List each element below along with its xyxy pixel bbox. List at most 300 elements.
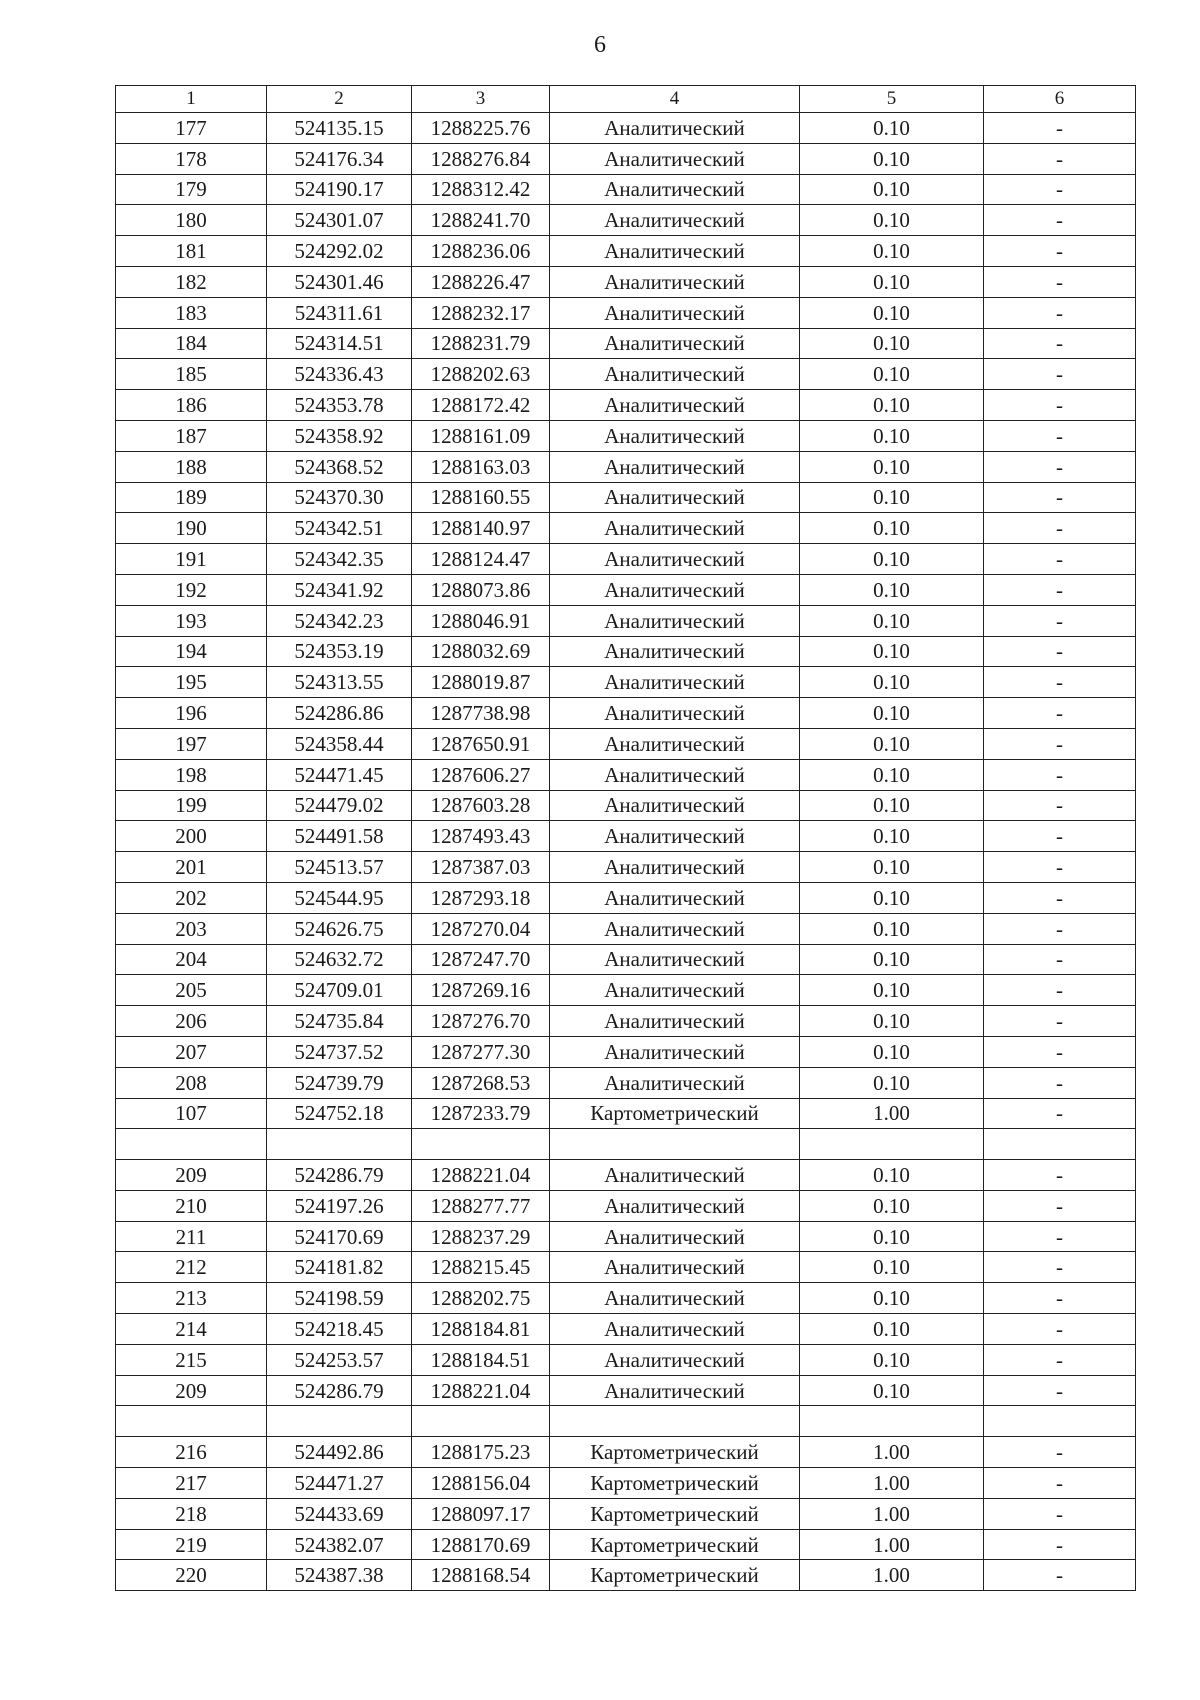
accuracy-cell: 0.10	[800, 328, 984, 359]
accuracy-cell: 0.10	[800, 544, 984, 575]
accuracy-cell: 0.10	[800, 451, 984, 482]
point-number-cell	[116, 1406, 267, 1437]
y-coordinate-cell: 1288170.69	[412, 1529, 550, 1560]
y-coordinate-cell: 1287233.79	[412, 1098, 550, 1129]
table-row	[116, 728, 1136, 759]
y-coordinate-cell: 1287493.43	[412, 821, 550, 852]
method-cell: Аналитический	[550, 513, 800, 544]
note-cell: -	[984, 975, 1136, 1006]
column-header: 6	[984, 86, 1136, 113]
x-coordinate-cell: 524735.84	[267, 1006, 412, 1037]
note-cell: -	[984, 667, 1136, 698]
y-coordinate-cell: 1287603.28	[412, 790, 550, 821]
note-cell: -	[984, 1314, 1136, 1345]
point-number-cell: 181	[116, 236, 267, 267]
point-number-cell: 183	[116, 297, 267, 328]
y-coordinate-cell: 1288160.55	[412, 482, 550, 513]
accuracy-cell: 0.10	[800, 728, 984, 759]
method-cell: Аналитический	[550, 390, 800, 421]
x-coordinate-cell: 524471.45	[267, 759, 412, 790]
point-number-cell: 213	[116, 1283, 267, 1314]
accuracy-cell: 1.00	[800, 1498, 984, 1529]
method-cell: Аналитический	[550, 728, 800, 759]
note-cell: -	[984, 451, 1136, 482]
point-number-cell: 210	[116, 1190, 267, 1221]
accuracy-cell: 0.10	[800, 1221, 984, 1252]
point-number-cell: 209	[116, 1160, 267, 1191]
y-coordinate-cell: 1287247.70	[412, 944, 550, 975]
table-row	[116, 1437, 1136, 1468]
accuracy-cell: 0.10	[800, 759, 984, 790]
x-coordinate-cell: 524387.38	[267, 1560, 412, 1591]
note-cell: -	[984, 1036, 1136, 1067]
method-cell: Аналитический	[550, 205, 800, 236]
y-coordinate-cell: 1288226.47	[412, 266, 550, 297]
accuracy-cell: 0.10	[800, 636, 984, 667]
table-row	[116, 236, 1136, 267]
x-coordinate-cell: 524253.57	[267, 1344, 412, 1375]
method-cell: Аналитический	[550, 759, 800, 790]
method-cell	[550, 1406, 800, 1437]
x-coordinate-cell: 524368.52	[267, 451, 412, 482]
y-coordinate-cell: 1287270.04	[412, 913, 550, 944]
table-row	[116, 821, 1136, 852]
method-cell: Аналитический	[550, 698, 800, 729]
x-coordinate-cell: 524737.52	[267, 1036, 412, 1067]
point-number-cell: 204	[116, 944, 267, 975]
note-cell: -	[984, 482, 1136, 513]
note-cell: -	[984, 759, 1136, 790]
method-cell: Аналитический	[550, 544, 800, 575]
accuracy-cell: 0.10	[800, 1344, 984, 1375]
accuracy-cell: 0.10	[800, 1314, 984, 1345]
method-cell: Картометрический	[550, 1529, 800, 1560]
x-coordinate-cell: 524341.92	[267, 574, 412, 605]
note-cell: -	[984, 1529, 1136, 1560]
method-cell: Аналитический	[550, 944, 800, 975]
point-number-cell: 185	[116, 359, 267, 390]
x-coordinate-cell: 524311.61	[267, 297, 412, 328]
method-cell: Аналитический	[550, 451, 800, 482]
table-row	[116, 205, 1136, 236]
note-cell: -	[984, 236, 1136, 267]
table-row	[116, 698, 1136, 729]
accuracy-cell: 0.10	[800, 574, 984, 605]
method-cell: Аналитический	[550, 605, 800, 636]
x-coordinate-cell	[267, 1406, 412, 1437]
note-cell: -	[984, 1560, 1136, 1591]
accuracy-cell: 1.00	[800, 1560, 984, 1591]
x-coordinate-cell: 524218.45	[267, 1314, 412, 1345]
y-coordinate-cell: 1287387.03	[412, 852, 550, 883]
note-cell: -	[984, 205, 1136, 236]
accuracy-cell: 1.00	[800, 1468, 984, 1499]
note-cell: -	[984, 1190, 1136, 1221]
accuracy-cell: 0.10	[800, 821, 984, 852]
table-row	[116, 913, 1136, 944]
note-cell: -	[984, 728, 1136, 759]
x-coordinate-cell: 524314.51	[267, 328, 412, 359]
accuracy-cell: 0.10	[800, 113, 984, 144]
accuracy-cell: 1.00	[800, 1529, 984, 1560]
table-row	[116, 1375, 1136, 1406]
accuracy-cell: 0.10	[800, 1252, 984, 1283]
page-number: 6	[594, 32, 606, 58]
note-cell: -	[984, 1468, 1136, 1499]
table-separator-row	[116, 1129, 1136, 1160]
point-number-cell: 206	[116, 1006, 267, 1037]
table-row	[116, 1067, 1136, 1098]
method-cell: Аналитический	[550, 297, 800, 328]
point-number-cell: 180	[116, 205, 267, 236]
method-cell: Аналитический	[550, 113, 800, 144]
method-cell: Картометрический	[550, 1098, 800, 1129]
method-cell: Аналитический	[550, 574, 800, 605]
y-coordinate-cell: 1288184.51	[412, 1344, 550, 1375]
table-row	[116, 1098, 1136, 1129]
x-coordinate-cell: 524626.75	[267, 913, 412, 944]
y-coordinate-cell: 1288032.69	[412, 636, 550, 667]
accuracy-cell: 0.10	[800, 143, 984, 174]
note-cell: -	[984, 1006, 1136, 1037]
note-cell: -	[984, 297, 1136, 328]
table-row	[116, 328, 1136, 359]
note-cell	[984, 1129, 1136, 1160]
x-coordinate-cell: 524181.82	[267, 1252, 412, 1283]
accuracy-cell: 0.10	[800, 297, 984, 328]
x-coordinate-cell	[267, 1129, 412, 1160]
accuracy-cell: 0.10	[800, 1067, 984, 1098]
point-number-cell: 199	[116, 790, 267, 821]
x-coordinate-cell: 524513.57	[267, 852, 412, 883]
accuracy-cell: 0.10	[800, 1160, 984, 1191]
method-cell: Аналитический	[550, 1314, 800, 1345]
y-coordinate-cell: 1287268.53	[412, 1067, 550, 1098]
table-row	[116, 605, 1136, 636]
point-number-cell: 190	[116, 513, 267, 544]
note-cell: -	[984, 944, 1136, 975]
y-coordinate-cell: 1288172.42	[412, 390, 550, 421]
x-coordinate-cell: 524491.58	[267, 821, 412, 852]
point-number-cell: 192	[116, 574, 267, 605]
method-cell: Аналитический	[550, 975, 800, 1006]
table-row	[116, 482, 1136, 513]
table-row	[116, 1160, 1136, 1191]
table-row	[116, 390, 1136, 421]
note-cell: -	[984, 390, 1136, 421]
accuracy-cell: 0.10	[800, 667, 984, 698]
table-row	[116, 1468, 1136, 1499]
point-number-cell: 202	[116, 882, 267, 913]
column-header: 4	[550, 86, 800, 113]
point-number-cell: 216	[116, 1437, 267, 1468]
y-coordinate-cell: 1288156.04	[412, 1468, 550, 1499]
y-coordinate-cell: 1288184.81	[412, 1314, 550, 1345]
table-row	[116, 513, 1136, 544]
x-coordinate-cell: 524190.17	[267, 174, 412, 205]
x-coordinate-cell: 524170.69	[267, 1221, 412, 1252]
note-cell: -	[984, 790, 1136, 821]
y-coordinate-cell: 1288231.79	[412, 328, 550, 359]
table-header-row	[116, 86, 1136, 113]
note-cell: -	[984, 1283, 1136, 1314]
point-number-cell: 219	[116, 1529, 267, 1560]
method-cell: Аналитический	[550, 143, 800, 174]
column-header: 2	[267, 86, 412, 113]
point-number-cell: 189	[116, 482, 267, 513]
table-row	[116, 1344, 1136, 1375]
x-coordinate-cell: 524292.02	[267, 236, 412, 267]
note-cell: -	[984, 359, 1136, 390]
point-number-cell: 194	[116, 636, 267, 667]
point-number-cell: 196	[116, 698, 267, 729]
accuracy-cell: 0.10	[800, 420, 984, 451]
table-body	[116, 86, 1136, 1591]
table-separator-row	[116, 1406, 1136, 1437]
point-number-cell: 186	[116, 390, 267, 421]
y-coordinate-cell: 1288232.17	[412, 297, 550, 328]
table-row	[116, 1283, 1136, 1314]
note-cell: -	[984, 1160, 1136, 1191]
accuracy-cell: 0.10	[800, 790, 984, 821]
accuracy-cell: 0.10	[800, 359, 984, 390]
method-cell: Аналитический	[550, 1160, 800, 1191]
accuracy-cell: 0.10	[800, 882, 984, 913]
y-coordinate-cell: 1287293.18	[412, 882, 550, 913]
note-cell: -	[984, 698, 1136, 729]
y-coordinate-cell: 1288276.84	[412, 143, 550, 174]
method-cell: Аналитический	[550, 790, 800, 821]
point-number-cell: 187	[116, 420, 267, 451]
y-coordinate-cell: 1288019.87	[412, 667, 550, 698]
note-cell: -	[984, 1498, 1136, 1529]
x-coordinate-cell: 524198.59	[267, 1283, 412, 1314]
note-cell: -	[984, 1067, 1136, 1098]
note-cell: -	[984, 882, 1136, 913]
table-row	[116, 451, 1136, 482]
note-cell: -	[984, 1437, 1136, 1468]
method-cell: Аналитический	[550, 821, 800, 852]
y-coordinate-cell: 1288241.70	[412, 205, 550, 236]
note-cell: -	[984, 420, 1136, 451]
x-coordinate-cell: 524353.19	[267, 636, 412, 667]
table-row	[116, 1529, 1136, 1560]
x-coordinate-cell: 524313.55	[267, 667, 412, 698]
method-cell: Аналитический	[550, 328, 800, 359]
table-row	[116, 1498, 1136, 1529]
y-coordinate-cell: 1288225.76	[412, 113, 550, 144]
accuracy-cell: 0.10	[800, 1375, 984, 1406]
accuracy-cell: 0.10	[800, 390, 984, 421]
method-cell: Аналитический	[550, 667, 800, 698]
point-number-cell: 208	[116, 1067, 267, 1098]
x-coordinate-cell: 524433.69	[267, 1498, 412, 1529]
x-coordinate-cell: 524336.43	[267, 359, 412, 390]
y-coordinate-cell	[412, 1406, 550, 1437]
y-coordinate-cell: 1288046.91	[412, 605, 550, 636]
x-coordinate-cell: 524370.30	[267, 482, 412, 513]
y-coordinate-cell: 1288202.75	[412, 1283, 550, 1314]
point-number-cell: 218	[116, 1498, 267, 1529]
note-cell: -	[984, 1098, 1136, 1129]
y-coordinate-cell: 1287269.16	[412, 975, 550, 1006]
point-number-cell: 197	[116, 728, 267, 759]
point-number-cell: 217	[116, 1468, 267, 1499]
accuracy-cell: 0.10	[800, 513, 984, 544]
table-row	[116, 143, 1136, 174]
table-row	[116, 882, 1136, 913]
x-coordinate-cell: 524382.07	[267, 1529, 412, 1560]
table-row	[116, 113, 1136, 144]
x-coordinate-cell: 524176.34	[267, 143, 412, 174]
y-coordinate-cell: 1288140.97	[412, 513, 550, 544]
y-coordinate-cell: 1288277.77	[412, 1190, 550, 1221]
point-number-cell: 201	[116, 852, 267, 883]
accuracy-cell: 0.10	[800, 1283, 984, 1314]
point-number-cell: 107	[116, 1098, 267, 1129]
accuracy-cell: 1.00	[800, 1098, 984, 1129]
x-coordinate-cell: 524471.27	[267, 1468, 412, 1499]
accuracy-cell: 0.10	[800, 913, 984, 944]
y-coordinate-cell: 1288073.86	[412, 574, 550, 605]
table-row	[116, 1006, 1136, 1037]
method-cell: Аналитический	[550, 1006, 800, 1037]
point-number-cell: 209	[116, 1375, 267, 1406]
point-number-cell: 203	[116, 913, 267, 944]
table-row	[116, 544, 1136, 575]
method-cell: Аналитический	[550, 1221, 800, 1252]
point-number-cell: 191	[116, 544, 267, 575]
note-cell: -	[984, 544, 1136, 575]
x-coordinate-cell: 524342.51	[267, 513, 412, 544]
method-cell: Аналитический	[550, 236, 800, 267]
table-row	[116, 636, 1136, 667]
point-number-cell: 188	[116, 451, 267, 482]
method-cell: Аналитический	[550, 266, 800, 297]
note-cell: -	[984, 513, 1136, 544]
column-header: 1	[116, 86, 267, 113]
x-coordinate-cell: 524301.07	[267, 205, 412, 236]
accuracy-cell: 0.10	[800, 975, 984, 1006]
y-coordinate-cell: 1288221.04	[412, 1375, 550, 1406]
note-cell	[984, 1406, 1136, 1437]
x-coordinate-cell: 524709.01	[267, 975, 412, 1006]
point-number-cell: 215	[116, 1344, 267, 1375]
table-row	[116, 1190, 1136, 1221]
table-row	[116, 944, 1136, 975]
note-cell: -	[984, 1375, 1136, 1406]
note-cell: -	[984, 266, 1136, 297]
x-coordinate-cell: 524353.78	[267, 390, 412, 421]
accuracy-cell: 0.10	[800, 174, 984, 205]
accuracy-cell: 1.00	[800, 1437, 984, 1468]
table-row	[116, 852, 1136, 883]
note-cell: -	[984, 1252, 1136, 1283]
point-number-cell: 182	[116, 266, 267, 297]
note-cell: -	[984, 605, 1136, 636]
x-coordinate-cell: 524492.86	[267, 1437, 412, 1468]
y-coordinate-cell	[412, 1129, 550, 1160]
method-cell: Картометрический	[550, 1560, 800, 1591]
accuracy-cell	[800, 1406, 984, 1437]
note-cell: -	[984, 328, 1136, 359]
table-row	[116, 420, 1136, 451]
y-coordinate-cell: 1287276.70	[412, 1006, 550, 1037]
x-coordinate-cell: 524358.44	[267, 728, 412, 759]
note-cell: -	[984, 113, 1136, 144]
point-number-cell: 207	[116, 1036, 267, 1067]
note-cell: -	[984, 143, 1136, 174]
method-cell: Картометрический	[550, 1498, 800, 1529]
y-coordinate-cell: 1288312.42	[412, 174, 550, 205]
method-cell: Аналитический	[550, 174, 800, 205]
accuracy-cell: 0.10	[800, 205, 984, 236]
method-cell: Картометрический	[550, 1468, 800, 1499]
note-cell: -	[984, 852, 1136, 883]
accuracy-cell: 0.10	[800, 266, 984, 297]
x-coordinate-cell: 524286.86	[267, 698, 412, 729]
point-number-cell: 211	[116, 1221, 267, 1252]
point-number-cell: 178	[116, 143, 267, 174]
accuracy-cell: 0.10	[800, 482, 984, 513]
accuracy-cell: 0.10	[800, 1036, 984, 1067]
table-row	[116, 574, 1136, 605]
method-cell: Аналитический	[550, 1190, 800, 1221]
point-number-cell	[116, 1129, 267, 1160]
note-cell: -	[984, 1221, 1136, 1252]
x-coordinate-cell: 524342.23	[267, 605, 412, 636]
x-coordinate-cell: 524358.92	[267, 420, 412, 451]
point-number-cell: 205	[116, 975, 267, 1006]
point-number-cell: 177	[116, 113, 267, 144]
y-coordinate-cell: 1288215.45	[412, 1252, 550, 1283]
point-number-cell: 220	[116, 1560, 267, 1591]
method-cell: Аналитический	[550, 1375, 800, 1406]
point-number-cell: 195	[116, 667, 267, 698]
method-cell: Аналитический	[550, 420, 800, 451]
method-cell: Аналитический	[550, 1344, 800, 1375]
table-row	[116, 1036, 1136, 1067]
table-row	[116, 975, 1136, 1006]
x-coordinate-cell: 524752.18	[267, 1098, 412, 1129]
method-cell: Аналитический	[550, 1283, 800, 1314]
point-number-cell: 179	[116, 174, 267, 205]
note-cell: -	[984, 913, 1136, 944]
method-cell: Аналитический	[550, 359, 800, 390]
x-coordinate-cell: 524301.46	[267, 266, 412, 297]
y-coordinate-cell: 1287606.27	[412, 759, 550, 790]
table-row	[116, 1221, 1136, 1252]
table-row	[116, 1252, 1136, 1283]
x-coordinate-cell: 524739.79	[267, 1067, 412, 1098]
y-coordinate-cell: 1288124.47	[412, 544, 550, 575]
x-coordinate-cell: 524197.26	[267, 1190, 412, 1221]
x-coordinate-cell: 524286.79	[267, 1160, 412, 1191]
accuracy-cell: 0.10	[800, 944, 984, 975]
y-coordinate-cell: 1288168.54	[412, 1560, 550, 1591]
point-number-cell: 214	[116, 1314, 267, 1345]
point-number-cell: 200	[116, 821, 267, 852]
point-number-cell: 193	[116, 605, 267, 636]
table-row	[116, 266, 1136, 297]
y-coordinate-cell: 1288237.29	[412, 1221, 550, 1252]
x-coordinate-cell: 524286.79	[267, 1375, 412, 1406]
column-header: 5	[800, 86, 984, 113]
y-coordinate-cell: 1288163.03	[412, 451, 550, 482]
accuracy-cell: 0.10	[800, 852, 984, 883]
x-coordinate-cell: 524479.02	[267, 790, 412, 821]
x-coordinate-cell: 524544.95	[267, 882, 412, 913]
